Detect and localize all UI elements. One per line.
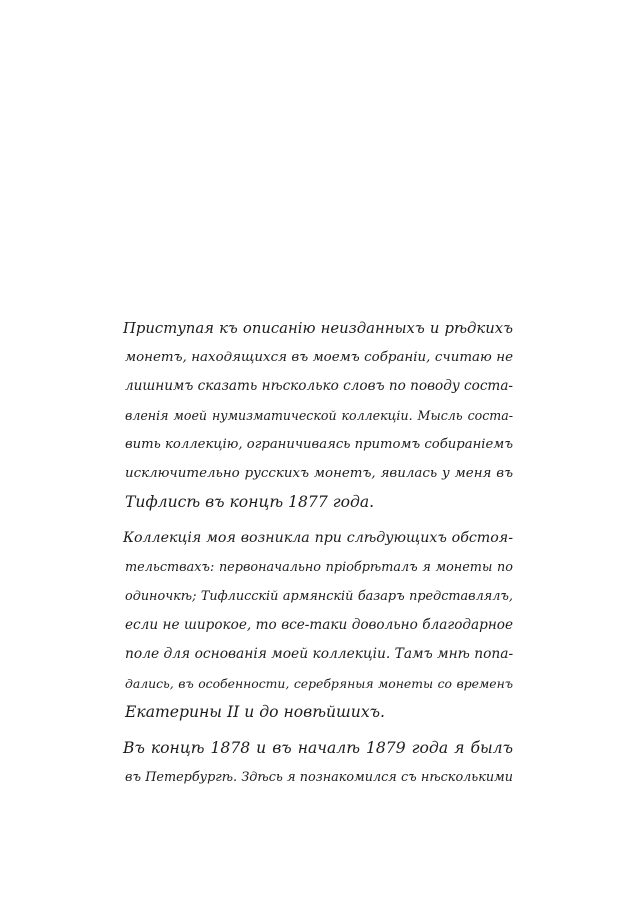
body-text (103, 314, 513, 792)
text-line: Приступая къ описанію неизданныхъ и рѣдкихъ (123, 320, 513, 337)
text-line: Тифлисѣ въ концѣ 1877 года. (125, 493, 375, 511)
text-line: вить коллекцію, ограничиваясь притомъ собираніемъ (125, 437, 513, 452)
text-line: въ Петербургѣ. Здѣсь я познакомился съ нѣсколькими (125, 770, 513, 785)
text-line: Екатерины II и до новѣйшихъ. (125, 703, 385, 721)
paragraph-2 (103, 524, 513, 727)
text-line: исключительно русскихъ монетъ, явилась у меня въ (125, 466, 513, 481)
text-line: поле для основанія моей коллекціи. Тамъ мнѣ попа- (125, 646, 514, 662)
text-line: монетъ, находящихся въ моемъ собраніи, считаю не (125, 350, 513, 365)
text-line: одиночкѣ; Тифлисскій армянскій базаръ представлялъ, (125, 589, 513, 604)
paragraph-3 (103, 734, 513, 792)
text-line: Коллекція моя возникла при слѣдующихъ обстоя- (123, 530, 513, 546)
paragraph-gap (103, 727, 513, 734)
text-line: если не широкое, то все-таки довольно благодарное (125, 617, 513, 633)
text-line: тельствахъ: первоначально пріобрѣталъ я монеты по (125, 560, 513, 575)
paragraph-gap (103, 517, 513, 524)
paragraph-1 (103, 314, 513, 517)
text-line: дались, въ особенности, серебряныя монеты со временъ (125, 676, 513, 691)
text-line: Въ концѣ 1878 и въ началѣ 1879 года я былъ (123, 739, 513, 757)
text-line: вленія моей нумизматической коллекціи. Мысль соста- (125, 408, 513, 423)
text-line: лишнимъ сказать нѣсколько словъ по поводу соста- (125, 378, 514, 394)
